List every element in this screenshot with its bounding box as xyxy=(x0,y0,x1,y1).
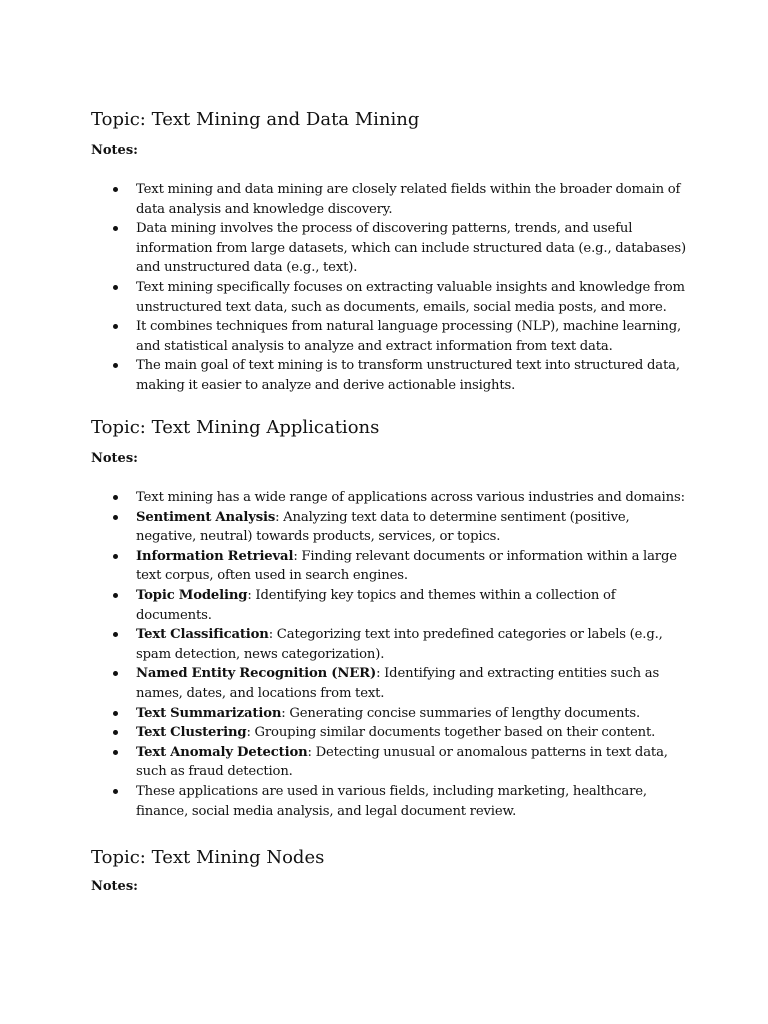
list-item xyxy=(0,586,690,625)
term-label: Named Entity Recognition (NER) xyxy=(136,666,377,682)
term-label: Text Anomaly Detection xyxy=(136,744,308,760)
list-item: The main goal of text mining is to transform unstructured text into structured data, making it easier to analyze and derive actionable insights. xyxy=(0,356,690,395)
term-label: Text Classification xyxy=(136,627,269,643)
term-label: Information Retrieval xyxy=(136,548,294,564)
term-description: : Detecting unusual or anomalous patterns in text data, such as fraud detection. xyxy=(136,744,668,780)
list-item: Text mining and data mining are closely related fields within the broader domain of data analysis and knowledge discovery. xyxy=(0,180,690,219)
list-item: Data mining involves the process of discovering patterns, trends, and useful information from large datasets, which can include structured data (e.g., databases) and unstructured data (e.g., text). xyxy=(0,219,690,278)
term-description: : Identifying key topics and themes within a collection of documents. xyxy=(136,587,616,623)
list-item xyxy=(0,664,690,703)
list-item: It combines techniques from natural language processing (NLP), machine learning, and statistical analysis to analyze and extract information from text data. xyxy=(0,317,690,356)
list-item: Text mining has a wide range of applications across various industries and domains: xyxy=(0,488,690,508)
list-item xyxy=(0,743,690,782)
notes-label: Notes: xyxy=(91,879,138,894)
term-label: Text Clustering xyxy=(136,725,247,741)
term-description: : Generating concise summaries of lengthy documents. xyxy=(281,705,641,721)
topic-heading: Topic: Text Mining Nodes xyxy=(91,847,325,868)
list-item xyxy=(0,625,690,664)
term-description: : Finding relevant documents or information within a large text corpus, often used in search engines. xyxy=(136,548,677,584)
list-item: Text mining specifically focuses on extracting valuable insights and knowledge from unstructured text data, such as documents, emails, social media posts, and more. xyxy=(0,278,690,317)
topic-heading: Topic: Text Mining and Data Mining xyxy=(91,109,420,130)
bullet-list xyxy=(0,488,690,821)
topic-heading: Topic: Text Mining Applications xyxy=(91,417,380,438)
list-item xyxy=(0,508,690,547)
term-description: : Identifying and extracting entities such as names, dates, and locations from text. xyxy=(136,666,660,701)
term-label: Sentiment Analysis xyxy=(136,509,276,525)
list-item xyxy=(0,704,690,724)
term-description: : Analyzing text data to determine sentiment (positive, negative, neutral) towards products, services, or topics. xyxy=(136,509,630,545)
list-item xyxy=(0,723,690,743)
list-item: These applications are used in various fields, including marketing, healthcare, finance, social media analysis, and legal document review. xyxy=(0,782,690,821)
term-description: : Grouping similar documents together based on their content. xyxy=(246,725,656,741)
notes-label: Notes: xyxy=(91,143,138,158)
term-label: Text Summarization xyxy=(136,705,282,721)
notes-label: Notes: xyxy=(91,451,138,466)
term-description: : Categorizing text into predefined categories or labels (e.g., spam detection, news categorization). xyxy=(136,627,663,662)
term-label: Topic Modeling xyxy=(136,587,248,603)
bullet-list xyxy=(0,180,690,396)
list-item xyxy=(0,547,690,586)
